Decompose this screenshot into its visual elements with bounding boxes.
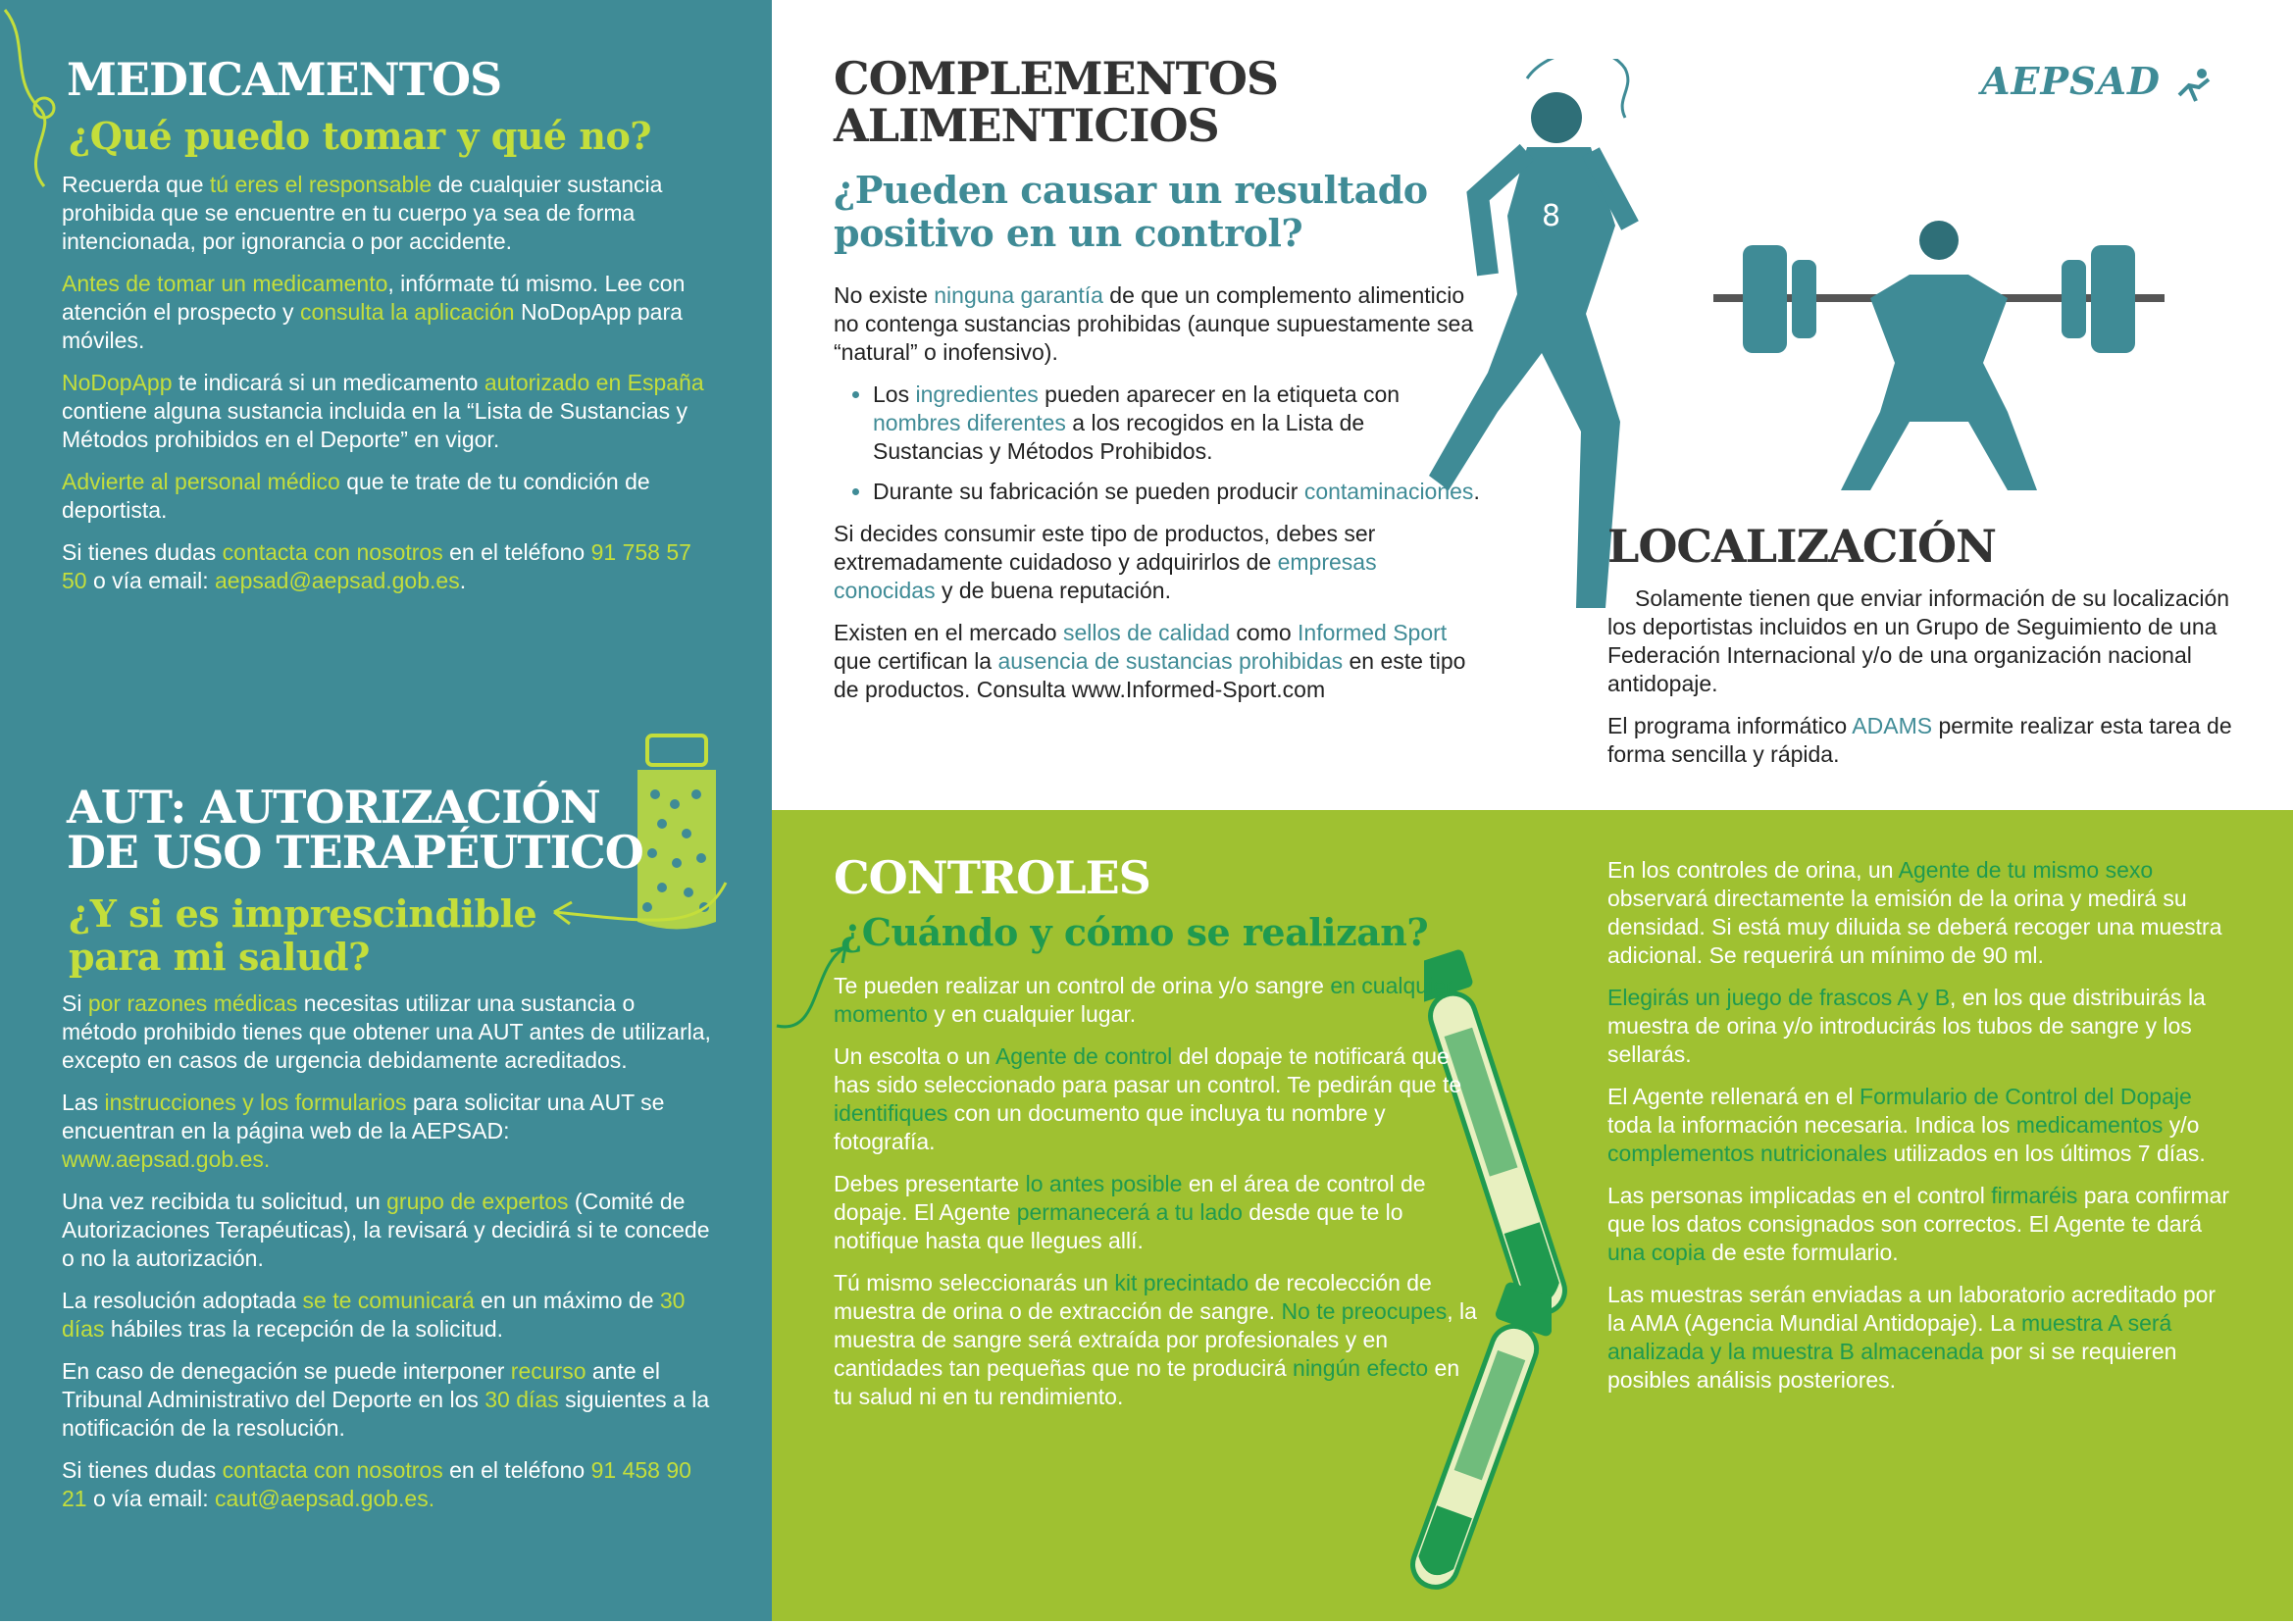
aut-body [62, 990, 711, 1527]
localizacion-title: LOCALIZACIÓN [1607, 520, 1997, 573]
medicamentos-paragraph: Recuerda que tú eres el responsable de cualquier sustancia prohibida que se encuentre en tu cuerpo ya sea de forma intencionada, por ignorancia o por accidente. [62, 172, 663, 254]
complementos-subtitle-line1: ¿Pueden causar un resultado [834, 168, 1428, 212]
medicamentos-subtitle: ¿Qué puedo tomar y qué no? [69, 114, 652, 158]
aut-paragraph: Si por razones médicas necesitas utilizar una sustancia o método prohibido tienes que obtener una AUT antes de utilizarla, excepto en casos de urgencia debidamente acreditados. [62, 990, 711, 1073]
controles-paragraph: En los controles de orina, un Agente de tu mismo sexo observará directamente la emisión de la orina y medirá su densidad. Si está muy diluida se deberá recoger una muestra adicional. Se requerirá un mínimo de 90 ml. [1607, 857, 2222, 968]
aut-subtitle-line2: para mi salud? [69, 935, 370, 979]
svg-text:8: 8 [1542, 199, 1561, 233]
complementos-localizacion-panel [772, 0, 2293, 810]
controles-paragraph: Un escolta o un Agente de control del dopaje te notificará que has sido seleccionado para pasar un control. Te pedirán que te identifiques con un documento que incluya tu nombre y fotografía. [834, 1043, 1462, 1154]
complementos-title [834, 52, 1279, 152]
arrow-decoration-icon [535, 873, 731, 951]
aut-subtitle [69, 892, 536, 979]
controles-body-right [1607, 856, 2235, 1408]
controles-subtitle: ¿Cuándo y cómo se realizan? [841, 910, 1429, 954]
complementos-title-line2: ALIMENTICIOS [834, 99, 1219, 152]
aut-contact: Si tienes dudas contacta con nosotros en el teléfono 91 458 90 21 o vía email: caut@aepsad.gob.es. [62, 1457, 691, 1511]
medicamentos-paragraph: NoDopApp te indicará si un medicamento autorizado en España contiene alguna sustancia incluida en la “Lista de Sustancias y Métodos prohibidos en el Deporte” en vigor. [62, 370, 704, 452]
list-item: • Los ingredientes pueden aparecer en la etiqueta con nombres diferentes a los recogidos en la Lista de Sustancias y Métodos Prohibidos. [873, 381, 1481, 466]
logo-text: AEPSAD [1981, 59, 2161, 103]
aepsad-logo [1981, 59, 2214, 105]
localizacion-body [1607, 584, 2235, 783]
controles-paragraph: Elegirás un juego de frascos A y B, en los que distribuirás la muestra de orina y/o introducirás los tubos de sangre y los sellarás. [1607, 985, 2206, 1067]
controles-paragraph: El Agente rellenará en el Formulario de Control del Dopaje toda la información necesaria. Indica los medicamentos y/o complementos nutricionales utilizados en los últimos 7 días. [1607, 1084, 2206, 1166]
controles-body-left [834, 972, 1483, 1425]
controles-paragraph: Las muestras serán enviadas a un laboratorio acreditado por la AMA (Agencia Mundial Antidopaje). La muestra A será analizada y la muestra B almacenada por si se requieren posibles análisis posteriores. [1607, 1282, 2217, 1393]
aut-paragraph: Las instrucciones y los formularios para solicitar una AUT se encuentran en la página web de la AEPSAD: www.aepsad.gob.es. [62, 1090, 665, 1172]
medicamentos-paragraph: Antes de tomar un medicamento, infórmate tú mismo. Lee con atención el prospecto y consulta la aplicación NoDopApp para móviles. [62, 271, 686, 353]
medicamentos-title: MEDICAMENTOS [67, 53, 502, 106]
aut-title-line1: AUT: AUTORIZACIÓN [67, 781, 600, 834]
controles-paragraph: Las personas implicadas en el control firmaréis para confirmar que los datos consignados son correctos. El Agente te dará una copia de este formulario. [1607, 1183, 2230, 1265]
aut-title [67, 781, 643, 879]
complementos-paragraph: Existen en el mercado sellos de calidad como Informed Sport que certifican la ausencia de sustancias prohibidas en este tipo de productos. Consulta www.Informed-Sport.com [834, 620, 1466, 702]
aut-subtitle-line1: ¿Y si es imprescindible [69, 891, 537, 936]
complementos-subtitle [834, 169, 1428, 255]
medicamentos-contact: Si tienes dudas contacta con nosotros en el teléfono 91 758 57 50 o vía email: aepsad@aepsad.gob.es. [62, 539, 691, 593]
complementos-paragraph: No existe ninguna garantía de que un complemento alimenticio no contenga sustancias prohibidas (aunque supuestamente sea “natural” o inofensivo). [834, 282, 1474, 365]
complementos-body [834, 281, 1481, 718]
medicamentos-aut-panel [0, 0, 772, 1621]
localizacion-paragraph: Solamente tienen que enviar información de su localización los deportistas incluidos en un Grupo de Seguimiento de una Federación Internacional y/o de una organización nacional antidopaje. [1607, 585, 2230, 696]
medicamentos-body [62, 171, 711, 609]
controles-paragraph: Debes presentarte lo antes posible en el área de control de dopaje. El Agente permanecerá a tu lado desde que te lo notifique hasta que llegues allí. [834, 1171, 1426, 1253]
controles-paragraph: Te pueden realizar un control de orina y/o sangre en cualquier momento y en cualquier lugar. [834, 973, 1453, 1027]
complementos-title-line1: COMPLEMENTOS [834, 52, 1279, 105]
weightlifter-illustration-icon [1713, 216, 2165, 510]
medicamentos-paragraph: Advierte al personal médico que te trate de tu condición de deportista. [62, 469, 650, 523]
controles-paragraph: Tú mismo seleccionarás un kit precintado de recolección de muestra de orina o de extracción de sangre. No te preocupes, la muestra de sangre será extraída por profesionales y en cantidades tan pequeñas que no te producirá ningún efecto en tu salud ni en tu rendimiento. [834, 1270, 1477, 1409]
aut-paragraph: La resolución adoptada se te comunicará en un máximo de 30 días hábiles tras la recepción de la solicitud. [62, 1288, 686, 1342]
aut-paragraph: Una vez recibida tu solicitud, un grupo de expertos (Comité de Autorizaciones Terapéuticas), la revisará y decidirá si te concede o no la autorización. [62, 1189, 710, 1271]
list-item: • Durante su fabricación se pueden producir contaminaciones. [873, 478, 1481, 506]
controles-title: CONTROLES [834, 851, 1150, 904]
aut-title-line2: DE USO TERAPÉUTICO [67, 826, 643, 879]
aut-paragraph: En caso de denegación se puede interponer recurso ante el Tribunal Administrativo del Deporte en los 30 días siguientes a la notificación de la resolución. [62, 1358, 710, 1441]
runner-logo-icon [2174, 66, 2214, 105]
controles-panel [772, 810, 2293, 1621]
complementos-bullet-list [834, 381, 1481, 506]
complementos-paragraph: Si decides consumir este tipo de productos, debes ser extremadamente cuidadoso y adquirirlos de empresas conocidas y de buena reputación. [834, 521, 1377, 603]
localizacion-paragraph: El programa informático ADAMS permite realizar esta tarea de forma sencilla y rápida. [1607, 713, 2232, 767]
complementos-subtitle-line2: positivo en un control? [834, 211, 1303, 255]
